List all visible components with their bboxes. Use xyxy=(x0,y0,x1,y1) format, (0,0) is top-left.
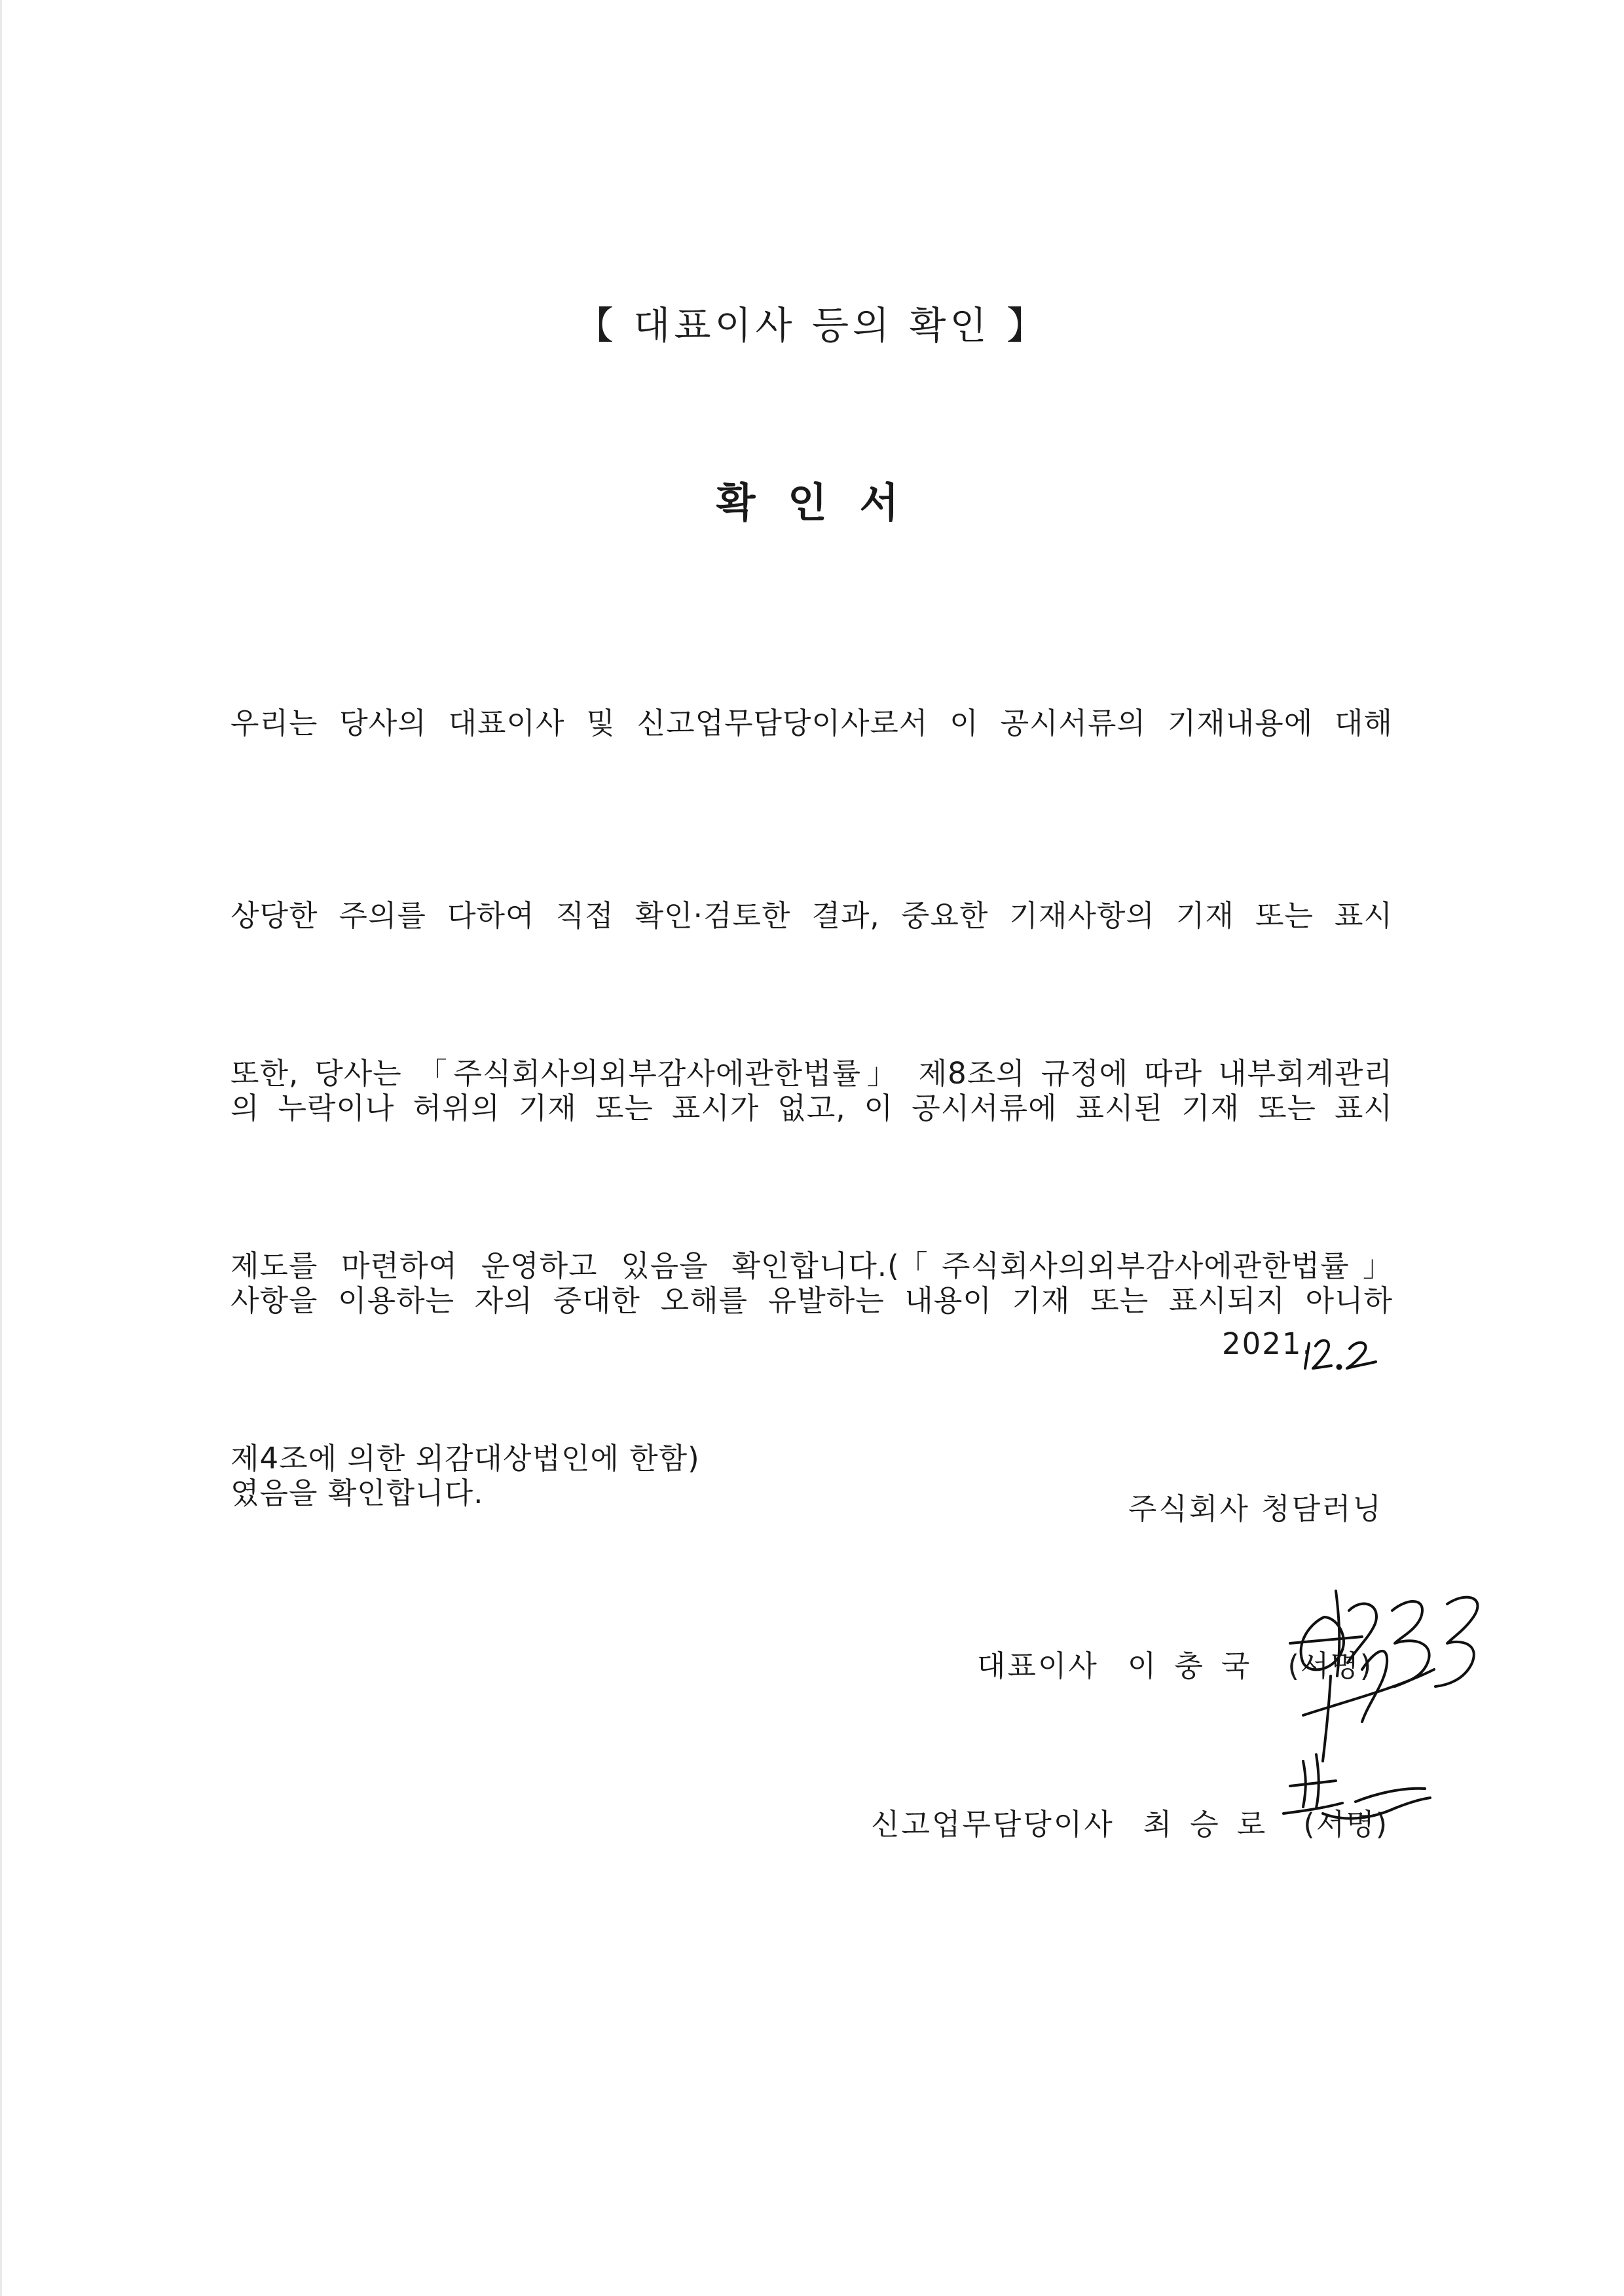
paragraph-line: 였음을 확인합니다. xyxy=(231,1476,484,1510)
signature-mark: (서명) xyxy=(1303,1807,1389,1842)
paragraph-line: 제도를 마련하여 운영하고 있음을 확인합니다.(「주식회사의외부감사에관한법률」 xyxy=(231,1248,1393,1283)
paragraph-line: 또한, 당사는 「주식회사의외부감사에관한법률」 제8조의 규정에 따라 내부회계관리 xyxy=(231,1056,1393,1091)
header-title: 【 대표이사 등의 확인 】 xyxy=(576,303,1048,348)
signature-mark: (서명) xyxy=(1287,1649,1373,1683)
company-name: 주식회사 청담러닝 xyxy=(1128,1491,1383,1526)
signatory-name: 이충국 xyxy=(1127,1649,1268,1683)
paragraph-line: 사항을 이용하는 자의 중대한 오해를 유발하는 내용이 기재 또는 표시되지 아니하 xyxy=(231,1283,1393,1318)
signatory-role: 대표이사 xyxy=(977,1649,1099,1683)
paragraph-line: 우리는 당사의 대표이사 및 신고업무담당이사로서 이 공시서류의 기재내용에 대해 xyxy=(231,706,1393,740)
paragraph-line: 상당한 주의를 다하여 직접 확인·검토한 결과, 중요한 기재사항의 기재 또는 표시 xyxy=(231,898,1393,933)
internal-control-paragraph xyxy=(231,913,1393,1555)
signature-row-officer xyxy=(871,1800,1388,1843)
signature-row-ceo xyxy=(977,1642,1373,1685)
signatory-name: 최승로 xyxy=(1143,1807,1284,1842)
signatory-role: 신고업무담당이사 xyxy=(871,1807,1115,1842)
handwritten-date xyxy=(1300,1329,1385,1375)
date-printed: 2021. xyxy=(1222,1326,1313,1361)
document-title: 확 인 서 xyxy=(716,479,908,526)
paragraph-line: 의 누락이나 허위의 기재 또는 표시가 없고, 이 공시서류에 표시된 기재 또는 표시 xyxy=(231,1091,1393,1125)
paragraph-line: 제4조에 의한 외감대상법인에 한함) xyxy=(231,1441,700,1476)
